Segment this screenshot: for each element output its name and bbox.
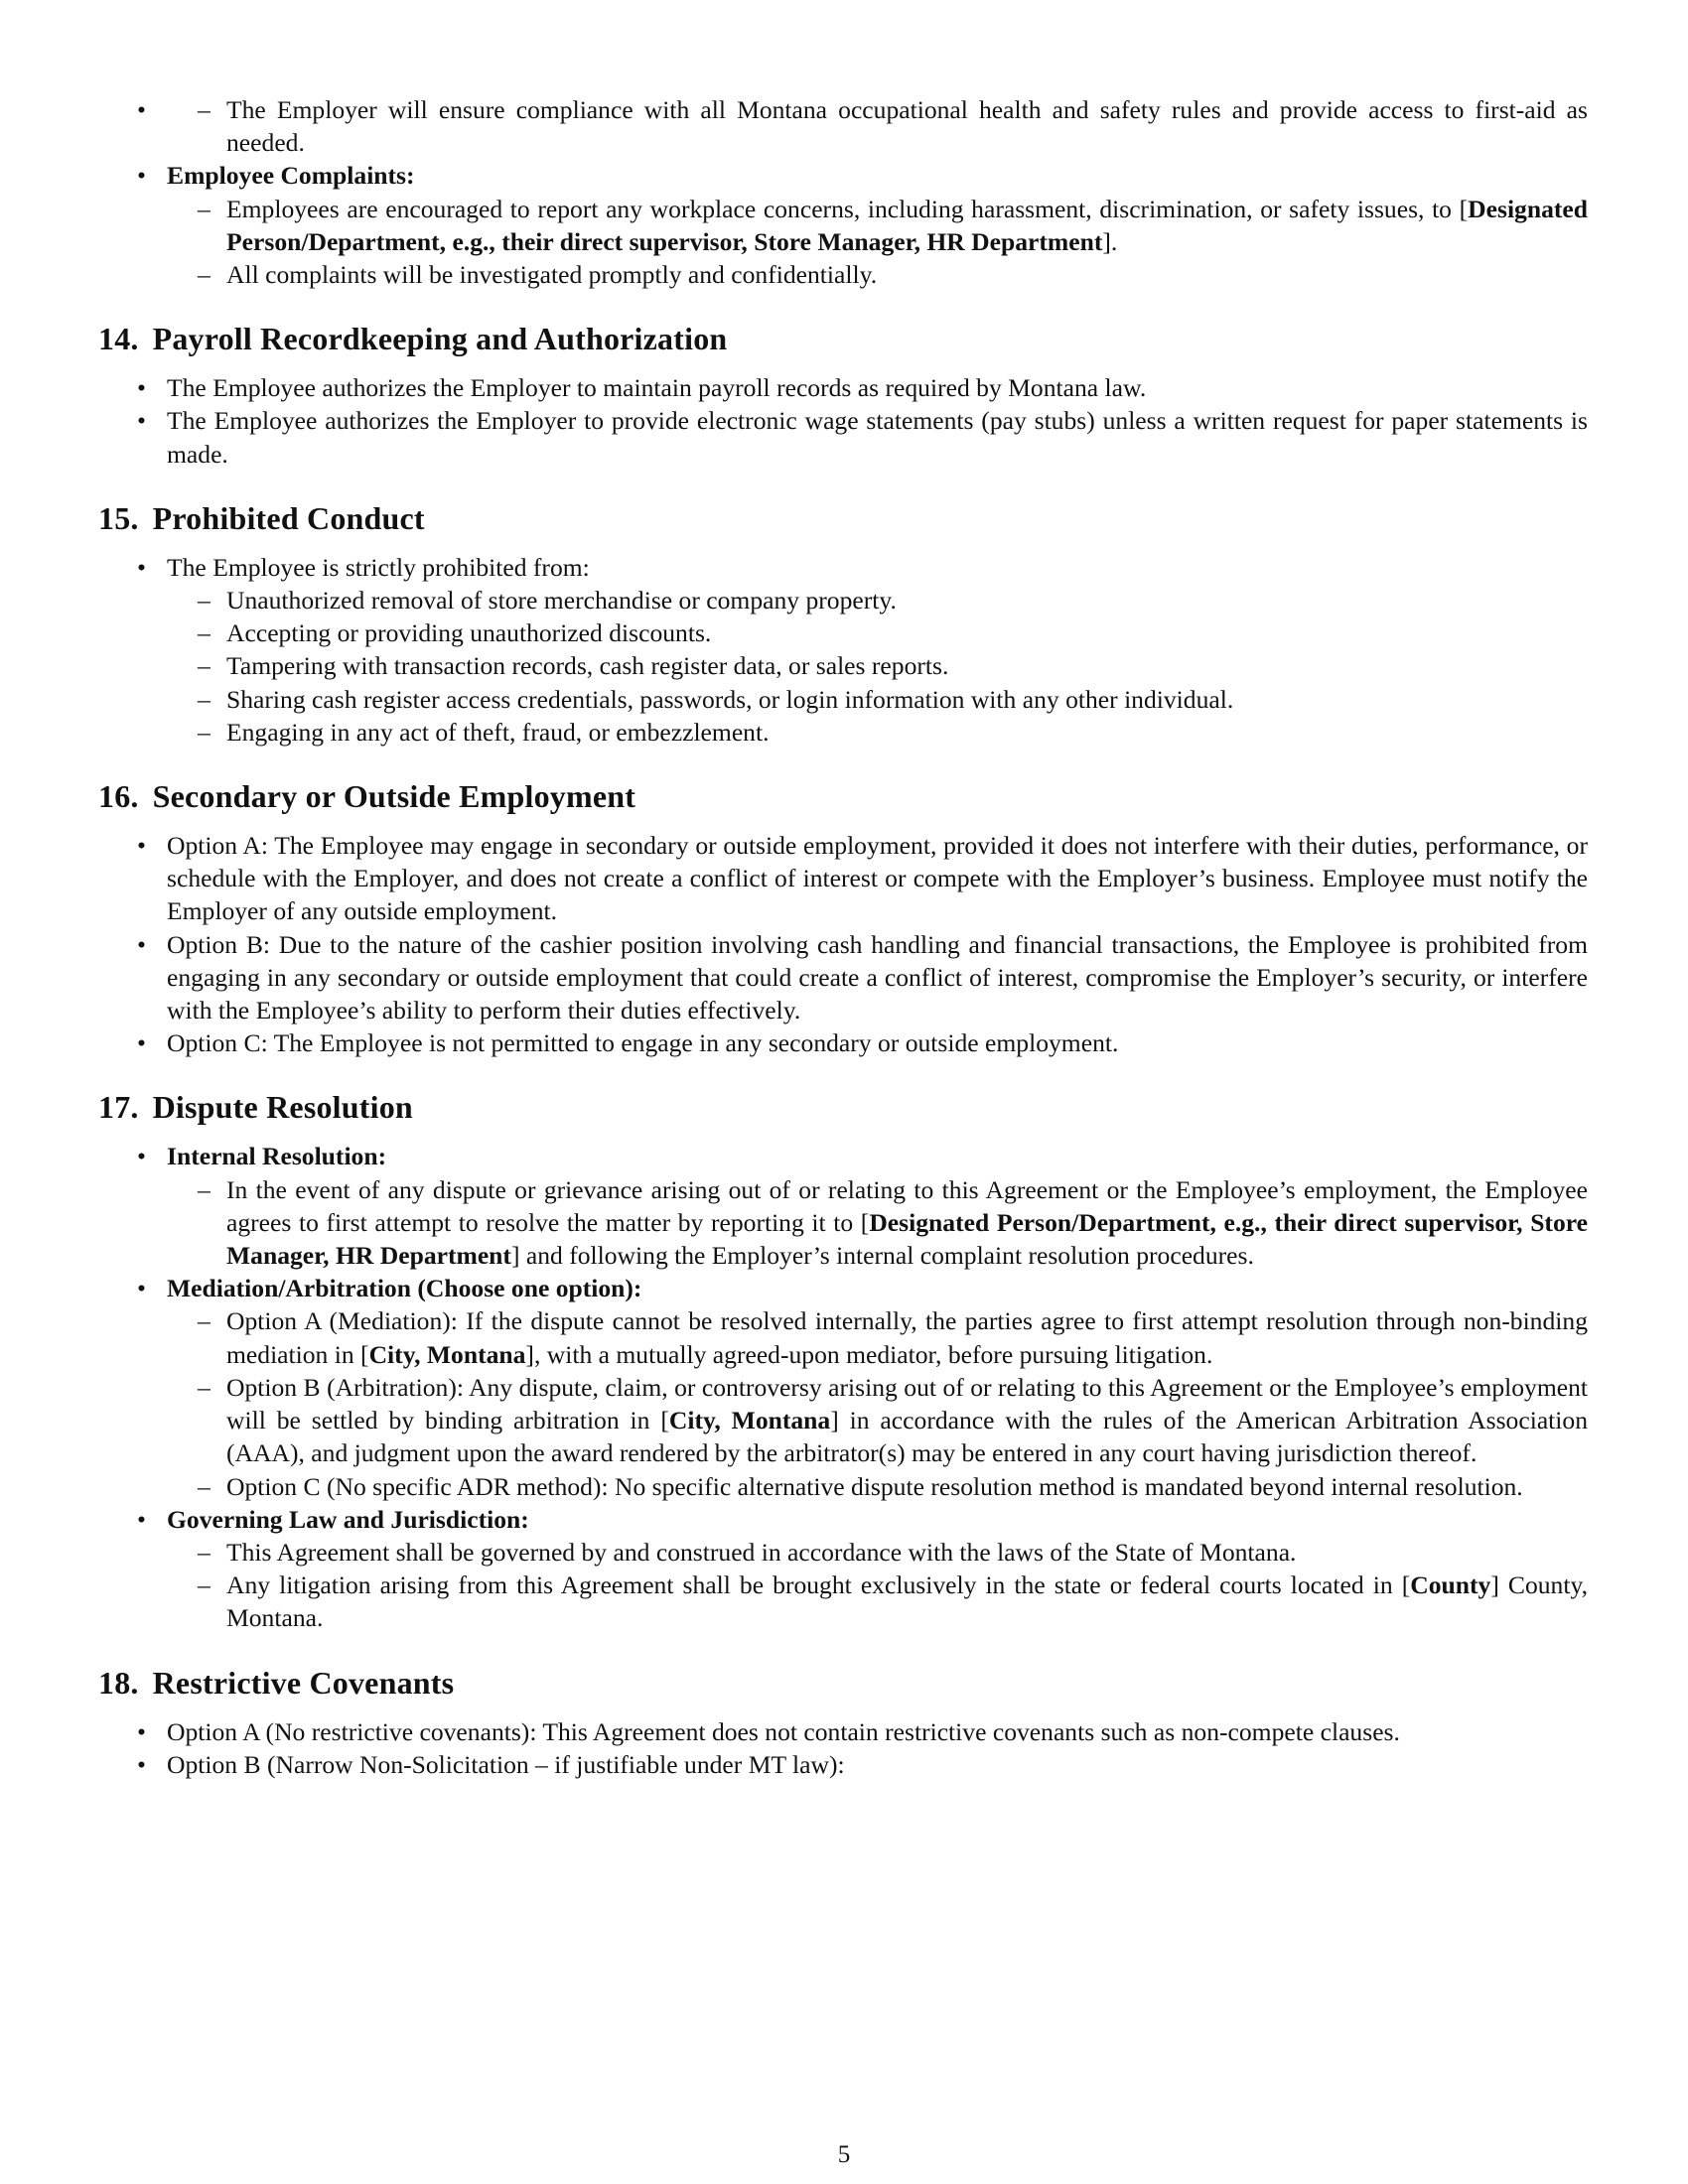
item-label: Employee Complaints: xyxy=(167,161,415,191)
section-heading-17: 17. Dispute Resolution xyxy=(98,1089,413,1126)
list-item: – Sharing cash register access credentials, passwords, or login information with any other individual. xyxy=(167,683,1588,716)
section-14-list xyxy=(98,371,1588,471)
list-item: – Employees are encouraged to report any workplace concerns, including harassment, discrimination, or safety issues, to [Designated Person/Department, e.g., their direct supervisor, Store Manager, HR Department]. xyxy=(167,193,1588,258)
list-item: – Option B (Arbitration): Any dispute, claim, or controversy arising out of or relating to this Agreement or the Employee’s employment will be settled by binding arbitration in [City, Montana] in accordance with the rules of the American Arbitration Association (AAA), and judgment upon the award rendered by the arbitrator(s) may be entered in any court having jurisdiction thereof. xyxy=(167,1371,1588,1470)
sublist xyxy=(167,584,1588,749)
list-item: – This Agreement shall be governed by and construed in accordance with the laws of the State of Montana. xyxy=(167,1536,1588,1569)
list-item: – Engaging in any act of theft, fraud, or embezzlement. xyxy=(167,716,1588,749)
section-17-list xyxy=(98,1140,1588,1634)
section-15-list xyxy=(98,551,1588,749)
list-item-employee-complaints xyxy=(98,159,1588,291)
sublist xyxy=(167,1536,1588,1635)
list-item: • Option A: The Employee may engage in secondary or outside employment, provided it does not interfere with their duties, performance, or schedule with the Employer, and does not create a conflict of interest or compete with the Employer’s business. Employee must notify the Employer of any outside employment. xyxy=(98,829,1588,928)
list-item-internal-resolution xyxy=(98,1140,1588,1272)
section-heading-15: 15. Prohibited Conduct xyxy=(98,499,425,536)
document-page xyxy=(98,93,1588,1781)
section-heading-18: 18. Restrictive Covenants xyxy=(98,1664,455,1701)
section-heading-14: 14. Payroll Recordkeeping and Authorization xyxy=(98,321,728,357)
list-item: – In the event of any dispute or grievance arising out of or relating to this Agreement or the Employee’s employment, the Employee agrees to first attempt to resolve the matter by reporting it to [Designated Person/Department, e.g., their direct supervisor, Store Manager, HR Department] and following the Employer’s internal complaint resolution procedures. xyxy=(167,1173,1588,1273)
list-item-governing-law xyxy=(98,1503,1588,1635)
continuation-sublist xyxy=(167,93,1588,159)
list-item: • Option C: The Employee is not permitted to engage in any secondary or outside employment. xyxy=(98,1026,1588,1059)
list-item: • Option A (No restrictive covenants): This Agreement does not contain restrictive covenants such as non-compete clauses. xyxy=(98,1715,1588,1748)
item-label: Governing Law and Jurisdiction: xyxy=(167,1504,529,1534)
page-number: 5 xyxy=(837,2141,851,2168)
sublist xyxy=(167,1173,1588,1273)
list-item: • Option B (Narrow Non-Solicitation – if justifiable under MT law): xyxy=(98,1748,1588,1781)
item-label: Internal Resolution: xyxy=(167,1142,387,1171)
list-item: – Option A (Mediation): If the dispute cannot be resolved internally, the parties agree to first attempt resolution through non-binding mediation in [City, Montana], with a mutually agreed-upon mediator, before pursuing litigation. xyxy=(167,1304,1588,1370)
list-item: – Any litigation arising from this Agreement shall be brought exclusively in the state or federal courts located in [County] County, Montana. xyxy=(167,1569,1588,1634)
sublist xyxy=(167,193,1588,292)
list-item: – All complaints will be investigated promptly and confidentially. xyxy=(167,258,1588,291)
section-16-list xyxy=(98,829,1588,1059)
continuation-list xyxy=(98,93,1588,291)
list-item: • Option B: Due to the nature of the cashier position involving cash handling and financial transactions, the Employee is prohibited from engaging in any secondary or outside employment that could create a conflict of interest, compromise the Employer’s security, or interfere with the Employee’s ability to perform their duties effectively. xyxy=(98,928,1588,1027)
list-item: – Tampering with transaction records, cash register data, or sales reports. xyxy=(167,649,1588,682)
continuation-item xyxy=(98,93,1588,159)
section-18-list xyxy=(98,1715,1588,1781)
list-item: – Accepting or providing unauthorized discounts. xyxy=(167,616,1588,649)
list-item: – • The Employer will ensure compliance with all Montana occupational health and safety rules and provide access to first-aid as needed. xyxy=(167,93,1588,159)
section-heading-16: 16. Secondary or Outside Employment xyxy=(98,778,636,815)
list-item: • The Employee is strictly prohibited from: – Unauthorized removal of store merchandise or company property. – Accepting or providing unauthorized discounts. – Tampering with transaction records, cash register data, or sales reports. – Sharing cash register access credentials, passwords, or login information with any other individual. – Engaging in any act of theft, fraud, or embezzlement. xyxy=(98,551,1588,749)
list-item: – Option C (No specific ADR method): No specific alternative dispute resolution method is mandated beyond internal resolution. xyxy=(167,1470,1588,1503)
list-item: • The Employee authorizes the Employer to maintain payroll records as required by Montana law. xyxy=(98,371,1588,404)
list-item: • The Employee authorizes the Employer to provide electronic wage statements (pay stubs) unless a written request for paper statements is made. xyxy=(98,404,1588,470)
sublist xyxy=(167,1304,1588,1502)
list-item-mediation-arbitration xyxy=(98,1272,1588,1502)
item-label: Mediation/Arbitration (Choose one option): xyxy=(167,1274,642,1303)
list-item: – Unauthorized removal of store merchandise or company property. xyxy=(167,584,1588,616)
